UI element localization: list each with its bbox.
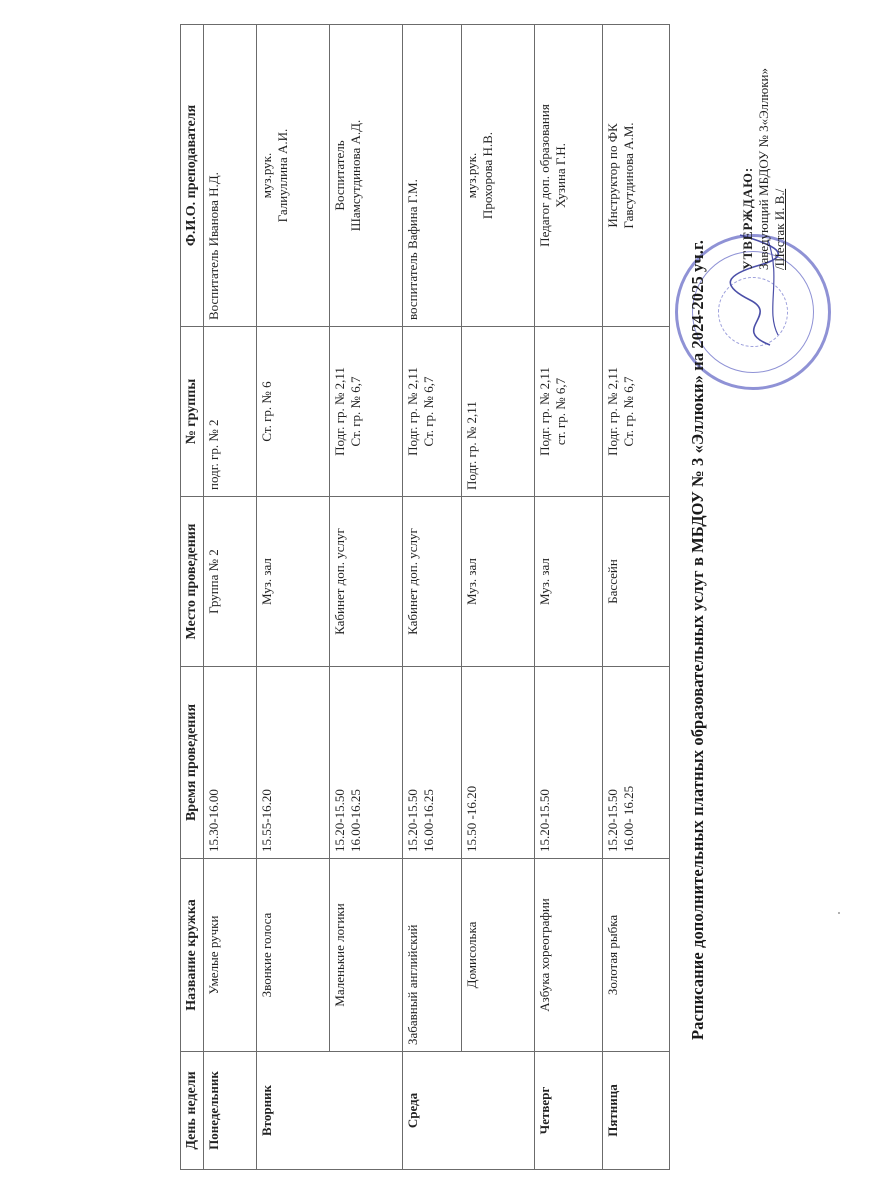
table-row (256, 25, 329, 1170)
cell-place: Кабинет доп. услуг (403, 497, 462, 667)
cell-group: Подг. гр. № 2,11 Ст. гр. № 6,7 (602, 327, 669, 497)
cell-club: Азбука хореографии (535, 859, 602, 1052)
table-row (602, 25, 669, 1170)
cell-club: Домисолька (461, 859, 534, 1052)
approval-position: Заведующий МБДОУ № 3«Эллюки» (756, 68, 771, 270)
cell-time: 15.20-15.50 16.00-16.25 (403, 667, 462, 859)
cell-teacher: Воспитатель Иванова Н.Д. (204, 25, 257, 327)
cell-day: Вторник (256, 1052, 403, 1170)
cell-place: Кабинет доп. услуг (330, 497, 403, 667)
schedule-table (180, 24, 670, 1170)
cell-place: Муз. зал (461, 497, 534, 667)
header-place: Место проведения (181, 497, 204, 667)
cell-group: Ст. гр. № 6 (256, 327, 329, 497)
approval-signer: /Шестак И. В./ (772, 188, 787, 270)
cell-time: 15.20-15.50 16.00-16.25 (330, 667, 403, 859)
cell-club: Звонкие голоса (256, 859, 329, 1052)
cell-time: 15.20-15.50 (535, 667, 602, 859)
cell-day: Пятница (602, 1052, 669, 1170)
cell-place: Муз. зал (535, 497, 602, 667)
cell-day: Понедельник (204, 1052, 257, 1170)
cell-group: Подг. гр. № 2,11 (461, 327, 534, 497)
cell-club: Маленькие логики (330, 859, 403, 1052)
cell-day: Среда (403, 1052, 535, 1170)
table-row (330, 25, 403, 1170)
cell-time: 15.50 -16.20 (461, 667, 534, 859)
header-time: Время проведения (181, 667, 204, 859)
cell-teacher: Педагог доп. образования Хузина Г.Н. (535, 25, 602, 327)
cell-time: 15.30-16.00 (204, 667, 257, 859)
header-teacher: Ф.И.О. преподавателя (181, 25, 204, 327)
cell-group: Подг. гр. № 2,11 Ст. гр. № 6,7 (403, 327, 462, 497)
header-group: № группы (181, 327, 204, 497)
cell-teacher: воспитатель Вафина Г.М. (403, 25, 462, 327)
table-header-row (181, 25, 204, 1170)
table-row (204, 25, 257, 1170)
cell-teacher: муз.рук. Прохорова Н.В. (461, 25, 534, 327)
approval-heading: УТВЕРЖДАЮ: (740, 166, 755, 270)
cell-club: Золотая рыбка (602, 859, 669, 1052)
cell-club: Забавный английский (403, 859, 462, 1052)
table-row (535, 25, 602, 1170)
cell-day: Четверг (535, 1052, 602, 1170)
cell-time: 15.55-16.20 (256, 667, 329, 859)
header-club: Название кружка (181, 859, 204, 1052)
cell-club: Умелые ручки (204, 859, 257, 1052)
cell-place: Бассейн (602, 497, 669, 667)
cell-teacher: Воспитатель Шамсутдинова А.Д. (330, 25, 403, 327)
cell-group: Подг. гр. № 2,11 ст. гр. № 6,7 (535, 327, 602, 497)
cell-time: 15.20-15.50 16.00- 16.25 (602, 667, 669, 859)
cell-place: Муз. зал (256, 497, 329, 667)
page-title: Расписание дополнительных платных образовательных услуг в МБДОУ № 3 «Эллюки» на 2024-2025 уч.г. (688, 240, 707, 1040)
cell-group: подг. гр. № 2 (204, 327, 257, 497)
table-row (461, 25, 534, 1170)
cell-place: Группа № 2 (204, 497, 257, 667)
table-row (403, 25, 462, 1170)
cell-teacher: муз.рук. Галиуллина А.И. (256, 25, 329, 327)
cell-teacher: Инструктор по ФК Гавсутдинова А.М. (602, 25, 669, 327)
header-day: День недели (181, 1052, 204, 1170)
approval-block (740, 0, 788, 270)
cell-group: Подг. гр. № 2,11 Ст. гр. № 6,7 (330, 327, 403, 497)
